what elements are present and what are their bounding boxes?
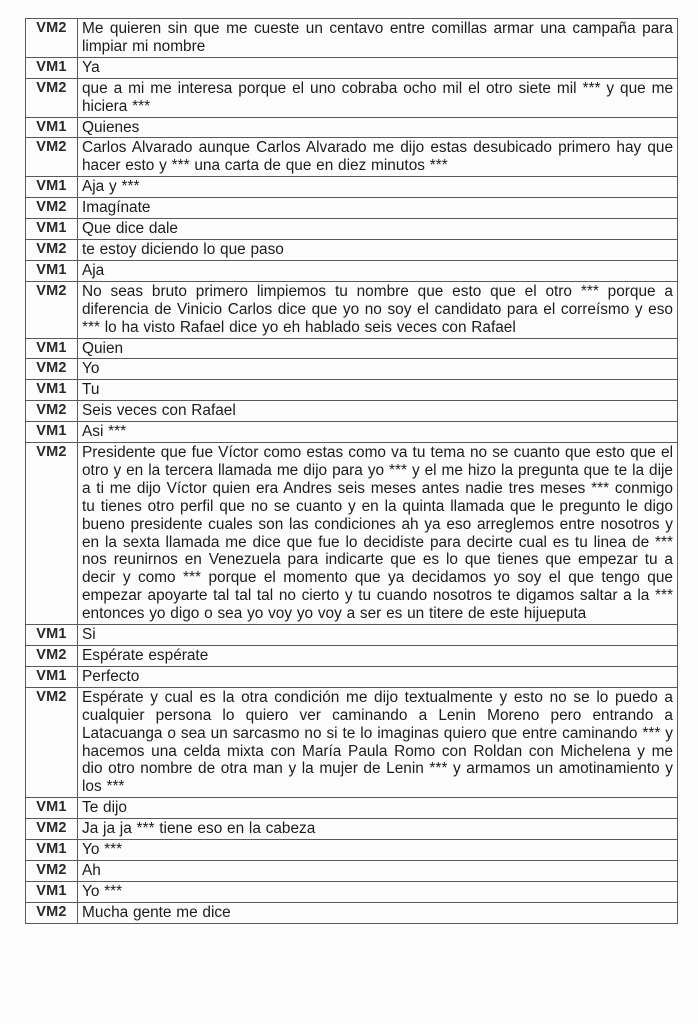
utterance-text: Asi *** xyxy=(78,422,678,443)
utterance-text: Tu xyxy=(78,380,678,401)
speaker-label: VM2 xyxy=(26,401,78,422)
utterance-text: Quienes xyxy=(78,117,678,138)
utterance-text: Aja xyxy=(78,260,678,281)
speaker-label: VM1 xyxy=(26,881,78,902)
utterance-text: Yo xyxy=(78,359,678,380)
speaker-label: VM2 xyxy=(26,198,78,219)
utterance-text: No seas bruto primero limpiemos tu nombre que esto que el otro *** porque a diferencia de Vinicio Carlos dice que yo no soy el candidato para el correísmo y eso *** lo ha visto Rafael dice yo eh hablado seis veces con Rafael xyxy=(78,281,678,338)
transcript-row xyxy=(26,860,678,881)
speaker-label: VM2 xyxy=(26,78,78,117)
utterance-text: Aja y *** xyxy=(78,177,678,198)
utterance-text: Presidente que fue Víctor como estas como va tu tema no se cuanto que esto que el otro y en la tercera llamada me dijo para yo *** y el me hizo la pregunta que te la dije a ti me dijo Víctor quien era Andres seis meses antes nadie tres meses *** conmigo tu tienes otro perfil que no se cuanto y en la quinta llamada que le pregunto le digo bueno presidente cuales son las condiciones ah ya eso arreglemos entre nosotros y en la sexta llamada me dice que fue lo decidiste para decirte cual es tu linea de *** nos reunirnos en Venezuela para indicarte que es lo que tienes que empezar tu a decir y como *** porque el momento que ya decidamos yo soy el que tengo que empezar apoyarte tal tal tal no cierto y tu cuando nosotros te digamos saltar a la *** entonces yo digo o sea yo voy yo voy a ser es un titere de este hijueputa xyxy=(78,443,678,625)
transcript-row xyxy=(26,239,678,260)
transcript-row xyxy=(26,281,678,338)
transcript-row xyxy=(26,443,678,625)
speaker-label: VM2 xyxy=(26,239,78,260)
utterance-text: Yo *** xyxy=(78,881,678,902)
transcript-row xyxy=(26,625,678,646)
speaker-label: VM2 xyxy=(26,19,78,58)
transcript-row xyxy=(26,57,678,78)
utterance-text: Mucha gente me dice xyxy=(78,902,678,923)
speaker-label: VM1 xyxy=(26,422,78,443)
speaker-label: VM2 xyxy=(26,860,78,881)
transcript-row xyxy=(26,260,678,281)
speaker-label: VM2 xyxy=(26,687,78,797)
transcript-row xyxy=(26,819,678,840)
utterance-text: Ah xyxy=(78,860,678,881)
transcript-row xyxy=(26,219,678,240)
speaker-label: VM1 xyxy=(26,260,78,281)
utterance-text: Me quieren sin que me cueste un centavo entre comillas armar una campaña para limpiar mi nombre xyxy=(78,19,678,58)
utterance-text: Carlos Alvarado aunque Carlos Alvarado me dijo estas desubicado primero hay que hacer esto y *** una carta de que en diez minutos *** xyxy=(78,138,678,177)
utterance-text: Espérate y cual es la otra condición me dijo textualmente y esto no se lo puedo a cualquier persona lo quiero ver caminando a Lenin Moreno pero entrando a Latacuanga o sea un sarcasmo no si te lo imaginas quiero que entre caminando *** y hacemos una celda mixta con María Paula Romo con Roldan con Michelena y me dio otro nombre de otra man y la mujer de Lenin *** y armamos un amotinamiento y los *** xyxy=(78,687,678,797)
utterance-text: Ja ja ja *** tiene eso en la cabeza xyxy=(78,819,678,840)
transcript-row xyxy=(26,798,678,819)
utterance-text: Si xyxy=(78,625,678,646)
transcript-row xyxy=(26,666,678,687)
transcript-row xyxy=(26,380,678,401)
transcript-row xyxy=(26,902,678,923)
speaker-label: VM1 xyxy=(26,380,78,401)
transcript-row xyxy=(26,177,678,198)
speaker-label: VM1 xyxy=(26,338,78,359)
transcript-row xyxy=(26,359,678,380)
transcript-row xyxy=(26,422,678,443)
speaker-label: VM1 xyxy=(26,840,78,861)
speaker-label: VM1 xyxy=(26,625,78,646)
speaker-label: VM1 xyxy=(26,666,78,687)
transcript-row xyxy=(26,401,678,422)
utterance-text: Seis veces con Rafael xyxy=(78,401,678,422)
speaker-label: VM2 xyxy=(26,902,78,923)
utterance-text: Espérate espérate xyxy=(78,646,678,667)
transcript-row xyxy=(26,198,678,219)
speaker-label: VM1 xyxy=(26,177,78,198)
speaker-label: VM1 xyxy=(26,219,78,240)
speaker-label: VM2 xyxy=(26,819,78,840)
transcript-row xyxy=(26,19,678,58)
transcript-row xyxy=(26,117,678,138)
speaker-label: VM1 xyxy=(26,57,78,78)
transcript-row xyxy=(26,840,678,861)
utterance-text: te estoy diciendo lo que paso xyxy=(78,239,678,260)
utterance-text: Te dijo xyxy=(78,798,678,819)
transcript-row xyxy=(26,881,678,902)
speaker-label: VM1 xyxy=(26,117,78,138)
utterance-text: Que dice dale xyxy=(78,219,678,240)
utterance-text: Quien xyxy=(78,338,678,359)
transcript-body xyxy=(26,19,678,924)
transcript-table xyxy=(25,18,678,924)
transcript-row xyxy=(26,687,678,797)
speaker-label: VM2 xyxy=(26,281,78,338)
transcript-row xyxy=(26,138,678,177)
utterance-text: Imagínate xyxy=(78,198,678,219)
speaker-label: VM2 xyxy=(26,138,78,177)
transcript-row xyxy=(26,338,678,359)
transcript-row xyxy=(26,78,678,117)
utterance-text: Perfecto xyxy=(78,666,678,687)
utterance-text: Yo *** xyxy=(78,840,678,861)
speaker-label: VM1 xyxy=(26,798,78,819)
speaker-label: VM2 xyxy=(26,646,78,667)
utterance-text: que a mi me interesa porque el uno cobraba ocho mil el otro siete mil *** y que me hiciera *** xyxy=(78,78,678,117)
utterance-text: Ya xyxy=(78,57,678,78)
transcript-row xyxy=(26,646,678,667)
speaker-label: VM2 xyxy=(26,359,78,380)
speaker-label: VM2 xyxy=(26,443,78,625)
